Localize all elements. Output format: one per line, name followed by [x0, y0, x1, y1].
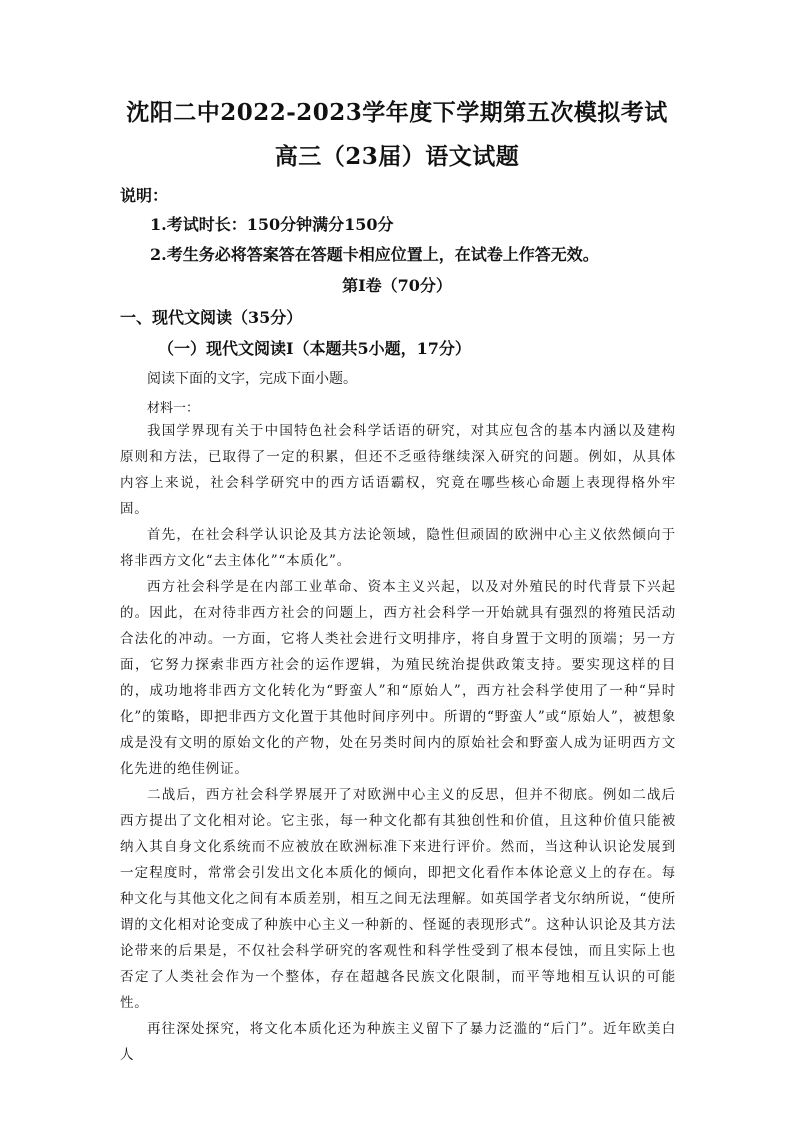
reading-instruction: 阅读下面的文字，完成下面小题。 — [147, 371, 357, 387]
passage-paragraph: 再往深处探究，将文化本质化还为种族主义留下了暴力泛滥的“后门”。近年欧美白人 — [120, 1021, 676, 1063]
note-item-duration: 1.考试时长：150分钟满分150分 — [150, 215, 394, 234]
passage-body — [120, 418, 676, 1068]
exam-title: 沈阳二中2022-2023学年度下学期第五次模拟考试 — [126, 99, 668, 126]
exam-subtitle: 高三（23届）语文试题 — [274, 143, 520, 170]
notes-label: 说明： — [120, 186, 169, 205]
subsection-heading: （一）现代文阅读Ⅰ（本题共5小题，17分） — [158, 339, 471, 358]
passage-paragraph: 我国学界现有关于中国特色社会科学话语的研究，对其应包含的基本内涵以及建构原则和方法，已取得了一定的积累，但还不乏亟待继续深入研究的问题。例如，从具体内容上来说，社会科学研究中的西方话语霸权，究竟在哪些核心命题上表现得格外牢固。 — [120, 423, 676, 517]
part-heading: 一、现代文阅读（35分） — [120, 308, 303, 327]
passage-paragraph: 西方社会科学是在内部工业革命、资本主义兴起，以及对外殖民的时代背景下兴起的。因此，在对待非西方社会的问题上，西方社会科学一开始就具有强烈的将殖民活动合法化的冲动。一方面，它将人类社会进行文明排序，将自身置于文明的顶端；另一方面，它努力探索非西方社会的运作逻辑，为殖民统治提供政策支持。要实现这样的目的，成功地将非西方文化转化为“野蛮人”和“原始人”，西方社会科学使用了一种“异时化”的策略，即把非西方文化置于其他时间序列中。所谓的“野蛮人”或“原始人”，被想象成是没有文明的原始文化的产物，处在另类时间内的原始社会和野蛮人成为证明西方文化先进的绝佳例证。 — [120, 579, 676, 777]
passage-paragraph: 二战后，西方社会科学界展开了对欧洲中心主义的反思，但并不彻底。例如二战后西方提出了文化相对论。它主张，每一种文化都有其独创性和价值，且这种价值只能被纳入其自身文化系统而不应被放在欧洲标准下来进行评价。然而，当这种认识论发展到一定程度时，常常会引发出文化本质化的倾向，即把文化看作本体论意义上的存在。每种文化与其他文化之间有本质差别，相互之间无法理解。如英国学者戈尔纳所说，“使所谓的文化相对论变成了种族中心主义一种新的、怪诞的表现形式”。这种认识论及其方法论带来的后果是，不仅社会科学研究的客观性和科学性受到了根本侵蚀，而且实际上也否定了人类社会作为一个整体，存在超越各民族文化限制，而平等地相互认识的可能性。 — [120, 787, 676, 1011]
material-label: 材料一： — [147, 401, 200, 416]
section-heading: 第Ⅰ卷（70分） — [342, 276, 452, 295]
passage-paragraph: 首先，在社会科学认识论及其方法论领域，隐性但顽固的欧洲中心主义依然倾向于将非西方文化“去主体化”“本质化”。 — [120, 527, 676, 569]
note-item-answer-sheet: 2.考生务必将答案答在答题卡相应位置上，在试卷上作答无效。 — [150, 245, 599, 264]
